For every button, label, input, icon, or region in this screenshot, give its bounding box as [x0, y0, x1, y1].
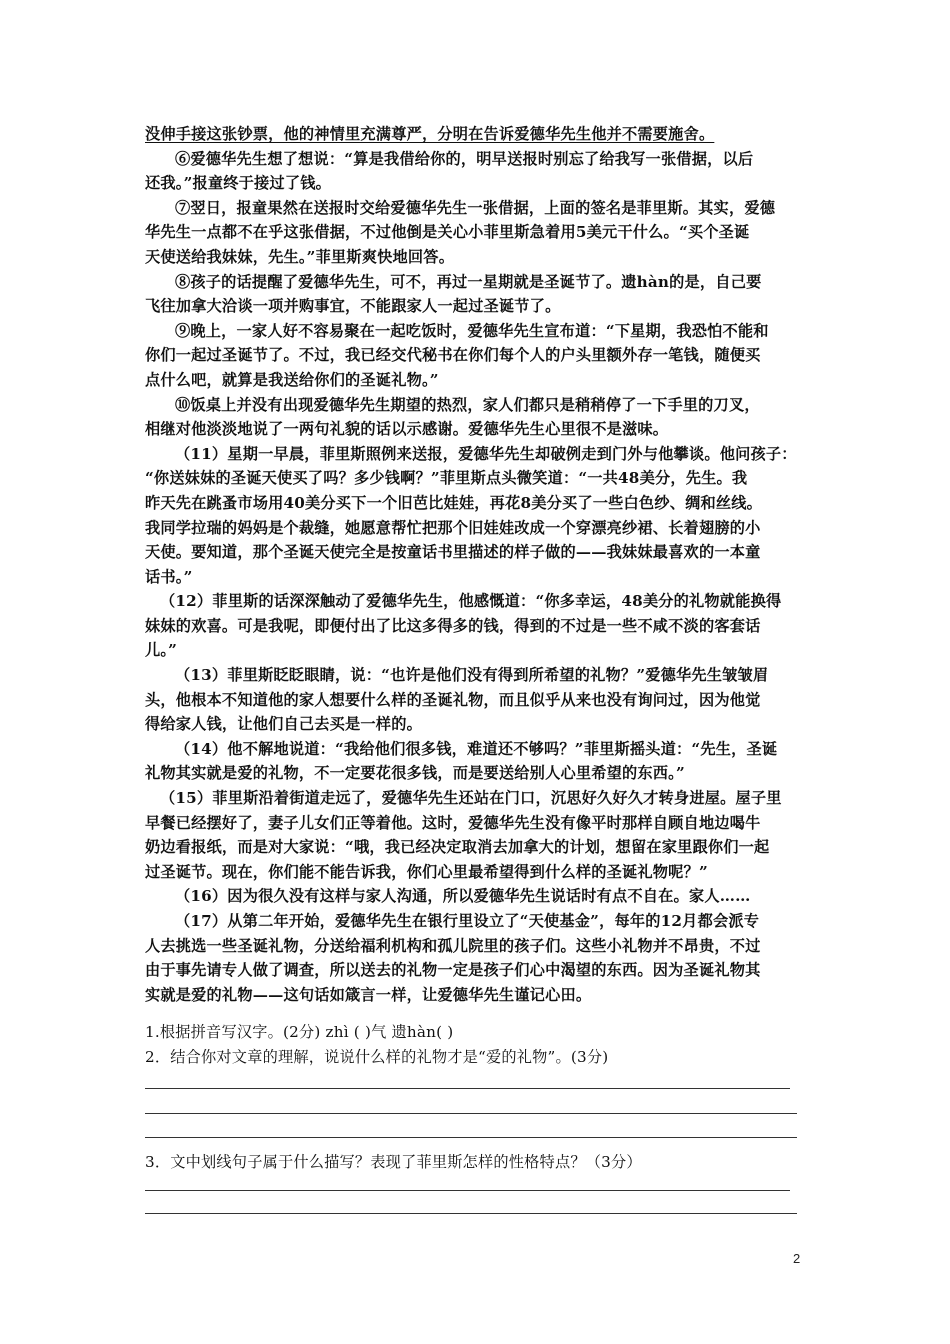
text-line: （12）菲里斯的话深深触动了爱德华先生，他感慨道：“你多幸运，48美分的礼物就能换得: [160, 592, 782, 611]
text-line: ⑧孩子的话提醒了爱德华先生，可不，再过一星期就是圣诞节了。遗hàn的是，自己要: [175, 272, 762, 291]
text-line: ⑦翌日，报童果然在送报时交给爱德华先生一张借据，上面的签名是菲里斯。其实，爱德: [175, 198, 776, 217]
text-line: 过圣诞节。现在，你们能不能告诉我，你们心里最希望得到什么样的圣诞礼物呢？”: [145, 862, 708, 881]
text-line: ⑥爱德华先生想了想说：“算是我借给你的，明早送报时别忘了给我写一张借据，以后: [175, 149, 754, 168]
text-line: 飞往加拿大洽谈一项并购事宜，不能跟家人一起过圣诞节了。: [145, 297, 561, 316]
answer-line[interactable]: [145, 1137, 797, 1138]
text-line: 昨天先在跳蚤市场用40美分买下一个旧芭比娃娃，再花8美分买了一些白色纱、绸和丝线。: [145, 493, 763, 512]
text-line: 相继对他淡淡地说了一两句礼貌的话以示感谢。爱德华先生心里很不是滋味。: [145, 420, 669, 439]
text-line: 人去挑选一些圣诞礼物，分送给福利机构和孤儿院里的孩子们。这些小礼物并不昂贵，不过: [145, 936, 761, 955]
page-number: 2: [793, 1251, 801, 1266]
text-line: 你们一起过圣诞节了。不过，我已经交代秘书在你们每个人的户头里额外存一笔钱，随便买: [145, 346, 761, 365]
text-line: 还我。”报童终于接过了钱。: [145, 174, 331, 193]
text-line: （14）他不解地说道：“我给他们很多钱，难道还不够吗？”菲里斯摇头道：“先生，圣诞: [175, 739, 778, 758]
text-line: 妹妹的欢喜。可是我呢，即便付出了比这多得多的钱，得到的不过是一些不咸不淡的客套话: [145, 616, 761, 635]
question-2: 2．结合你对文章的理解，说说什么样的礼物才是“爱的礼物”。(3分): [145, 1048, 609, 1066]
text-line: 奶边看报纸，而是对大家说：“哦，我已经决定取消去加拿大的计划，想留在家里跟你们一起: [145, 838, 770, 857]
text-line: （11）星期一早晨，菲里斯照例来送报，爱德华先生却破例走到门外与他攀谈。他问孩子：: [175, 444, 797, 463]
text-line: ⑨晚上，一家人好不容易聚在一起吃饭时，爱德华先生宣布道：“下星期，我恐怕不能和: [175, 321, 769, 340]
text-line: 话书。”: [145, 567, 193, 586]
text-line: （17）从第二年开始，爱德华先生在银行里设立了“天使基金”，每年的12月都会派专: [175, 912, 760, 930]
text-line: 点什么吧，就算是我送给你们的圣诞礼物。”: [145, 370, 439, 389]
text-line: 实就是爱的礼物——这句话如箴言一样，让爱德华先生谨记心田。: [145, 985, 592, 1004]
text-line: 由于事先请专人做了调查，所以送去的礼物一定是孩子们心中渴望的东西。因为圣诞礼物其: [145, 961, 761, 980]
text-line: 没伸手接这张钞票，他的神情里充满尊严，分明在告诉爱德华先生他并不需要施舍。: [145, 125, 715, 143]
text-line: ⑩饭桌上并没有出现爱德华先生期望的热烈，家人们都只是稍稍停了一下手里的刀叉，: [175, 395, 760, 414]
text-line: 天使送给我妹妹，先生。”菲里斯爽快地回答。: [145, 247, 455, 266]
document-body: [145, 122, 810, 1007]
question-1: 1.根据拼音写汉字。(2分) zhì ( )气 遗hàn( ): [145, 1023, 454, 1041]
text-line: （13）菲里斯眨眨眼睛，说：“也许是他们没有得到所希望的礼物？”爱德华先生皱皱眉: [175, 666, 769, 685]
text-line: 头，他根本不知道他的家人想要什么样的圣诞礼物，而且似乎从来也没有询问过，因为他觉: [145, 690, 761, 709]
text-line: （16）因为很久没有这样与家人沟通，所以爱德华先生说话时有点不自在。家人……: [175, 887, 751, 906]
answer-line[interactable]: [145, 1088, 790, 1089]
text-line: 儿。”: [145, 641, 178, 660]
answer-line[interactable]: [145, 1190, 790, 1191]
question-3: 3．文中划线句子属于什么描写？表现了菲里斯怎样的性格特点？（3分）: [145, 1153, 642, 1171]
text-line: 天使。要知道，那个圣诞天使完全是按童话书里描述的样子做的——我妹妹最喜欢的一本童: [145, 543, 761, 562]
answer-line[interactable]: [145, 1213, 797, 1214]
text-line: 华先生一点都不在乎这张借据，不过他倒是关心小菲里斯急着用5美元干什么。“买个圣诞: [145, 223, 750, 242]
text-line: 礼物其实就是爱的礼物，不一定要花很多钱，而是要送给别人心里希望的东西。”: [145, 764, 685, 783]
text-line: 早餐已经摆好了，妻子儿女们正等着他。这时，爱德华先生没有像平时那样自顾自地边喝牛: [145, 813, 761, 832]
text-line: （15）菲里斯沿着街道走远了，爱德华先生还站在门口，沉思好久好久才转身进屋。屋子里: [160, 789, 782, 808]
text-line: 我同学拉瑞的妈妈是个裁缝，她愿意帮忙把那个旧娃娃改成一个穿漂亮纱裙、长着翅膀的小: [145, 518, 761, 537]
answer-line[interactable]: [145, 1113, 797, 1114]
text-line: “你送妹妹的圣诞天使买了吗？多少钱啊？”菲里斯点头微笑道：“一共48美分，先生。我: [145, 469, 748, 488]
text-line: 得给家人钱，让他们自己去买是一样的。: [145, 715, 422, 734]
